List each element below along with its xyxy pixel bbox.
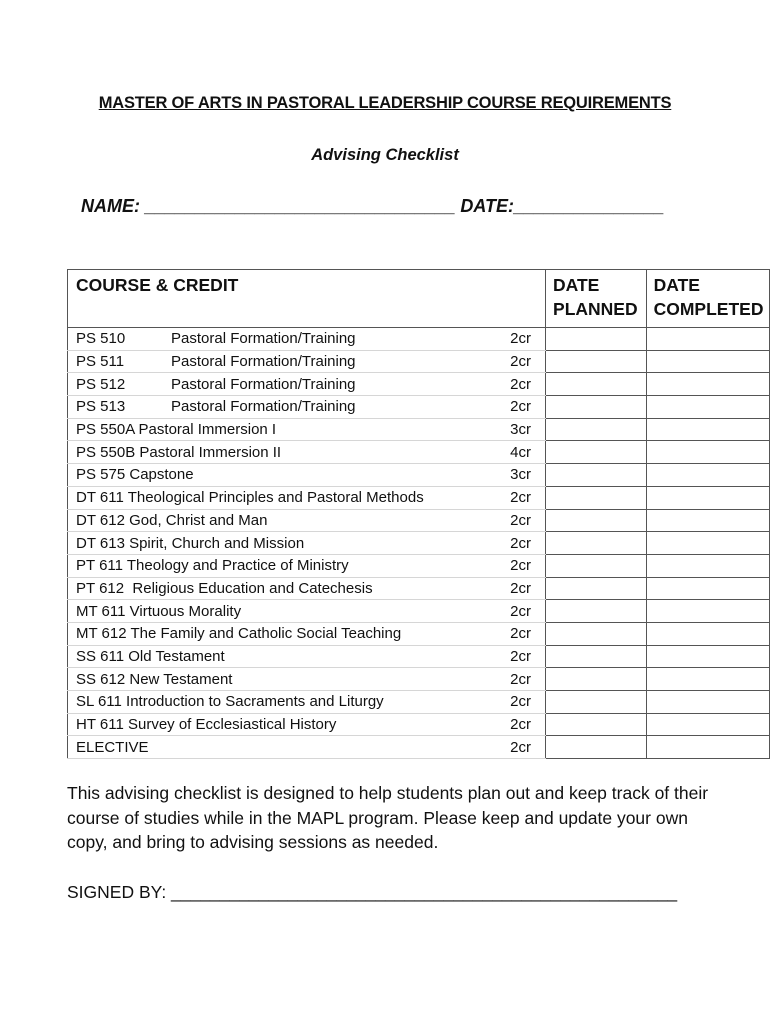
course-credit: 2cr bbox=[510, 486, 545, 509]
course-cell bbox=[68, 736, 511, 759]
course-credit: 2cr bbox=[510, 554, 545, 577]
course-title: Pastoral Formation/Training bbox=[171, 398, 356, 416]
course-title: PT 611 Theology and Practice of Ministry bbox=[76, 557, 349, 575]
course-requirements-table bbox=[67, 269, 770, 759]
course-cell bbox=[68, 668, 511, 691]
course-credit: 3cr bbox=[510, 418, 545, 441]
date-completed-cell[interactable] bbox=[646, 532, 769, 555]
course-cell bbox=[68, 645, 511, 668]
course-cell bbox=[68, 350, 511, 373]
course-title: Pastoral Formation/Training bbox=[171, 330, 356, 348]
course-credit: 2cr bbox=[510, 736, 545, 759]
date-completed-cell[interactable] bbox=[646, 486, 769, 509]
header-spacer bbox=[510, 270, 545, 328]
date-completed-cell[interactable] bbox=[646, 373, 769, 396]
course-code: PS 510 bbox=[76, 330, 126, 348]
date-planned-cell[interactable] bbox=[546, 645, 647, 668]
table-row bbox=[68, 464, 770, 487]
date-completed-cell[interactable] bbox=[646, 736, 769, 759]
date-planned-cell[interactable] bbox=[546, 600, 647, 623]
table-row bbox=[68, 691, 770, 714]
course-cell bbox=[68, 464, 511, 487]
page-title: MASTER OF ARTS IN PASTORAL LEADERSHIP COURSE REQUIREMENTS bbox=[98, 94, 672, 112]
header-date-completed-line1: DATE bbox=[653, 275, 700, 295]
date-planned-cell[interactable] bbox=[546, 396, 647, 419]
date-planned-cell[interactable] bbox=[546, 373, 647, 396]
signed-by-line[interactable]: SIGNED BY: ____________________________________________________ bbox=[67, 882, 678, 902]
table-row bbox=[68, 577, 770, 600]
date-completed-cell[interactable] bbox=[646, 328, 769, 351]
course-code: PS 511 bbox=[76, 353, 125, 371]
page-subtitle: Advising Checklist bbox=[311, 146, 459, 164]
date-completed-cell[interactable] bbox=[646, 577, 769, 600]
course-cell bbox=[68, 441, 511, 464]
course-credit: 2cr bbox=[510, 691, 545, 714]
table-row bbox=[68, 645, 770, 668]
header-date-completed-line2: COMPLETED bbox=[653, 299, 764, 319]
table-header-row bbox=[68, 270, 770, 328]
course-cell bbox=[68, 600, 511, 623]
table-row bbox=[68, 713, 770, 736]
advising-description: This advising checklist is designed to help students plan out and keep track of their course of studies while in the MAPL program. Please keep and update your own copy, and bring to advising sessions as needed. bbox=[67, 783, 709, 852]
course-title: SS 612 New Testament bbox=[76, 670, 233, 688]
date-completed-cell[interactable] bbox=[646, 645, 769, 668]
course-credit: 2cr bbox=[510, 532, 545, 555]
course-credit: 2cr bbox=[510, 713, 545, 736]
table-row bbox=[68, 328, 770, 351]
table-row bbox=[68, 668, 770, 691]
date-planned-cell[interactable] bbox=[546, 554, 647, 577]
course-credit: 2cr bbox=[510, 668, 545, 691]
date-planned-cell[interactable] bbox=[546, 464, 647, 487]
course-title: SS 611 Old Testament bbox=[76, 647, 225, 665]
date-planned-cell[interactable] bbox=[546, 622, 647, 645]
course-title: DT 612 God, Christ and Man bbox=[76, 511, 268, 529]
date-planned-cell[interactable] bbox=[546, 532, 647, 555]
date-planned-cell[interactable] bbox=[546, 486, 647, 509]
course-title: DT 613 Spirit, Church and Mission bbox=[76, 534, 305, 552]
course-title: PS 575 Capstone bbox=[76, 466, 194, 484]
table-row bbox=[68, 418, 770, 441]
course-credit: 2cr bbox=[510, 328, 545, 351]
course-title: PS 550A Pastoral Immersion I bbox=[76, 421, 277, 439]
course-credit: 2cr bbox=[510, 373, 545, 396]
course-title: ELECTIVE bbox=[76, 738, 149, 756]
date-planned-cell[interactable] bbox=[546, 418, 647, 441]
date-planned-cell[interactable] bbox=[546, 350, 647, 373]
date-completed-cell[interactable] bbox=[646, 350, 769, 373]
date-planned-cell[interactable] bbox=[546, 691, 647, 714]
course-title: MT 612 The Family and Catholic Social Teaching bbox=[76, 625, 402, 643]
course-credit: 2cr bbox=[510, 577, 545, 600]
course-credit: 2cr bbox=[510, 645, 545, 668]
course-credit: 2cr bbox=[510, 509, 545, 532]
course-title: HT 611 Survey of Ecclesiastical History bbox=[76, 716, 337, 734]
course-title: Pastoral Formation/Training bbox=[171, 353, 356, 371]
course-credit: 2cr bbox=[510, 622, 545, 645]
table-row bbox=[68, 600, 770, 623]
date-completed-cell[interactable] bbox=[646, 464, 769, 487]
date-planned-cell[interactable] bbox=[546, 713, 647, 736]
course-title: SL 611 Introduction to Sacraments and Liturgy bbox=[76, 693, 384, 711]
course-cell bbox=[68, 577, 511, 600]
course-title: DT 611 Theological Principles and Pastoral Methods bbox=[76, 489, 424, 507]
course-cell bbox=[68, 373, 511, 396]
course-cell bbox=[68, 486, 511, 509]
table-row bbox=[68, 554, 770, 577]
table-row bbox=[68, 486, 770, 509]
date-completed-cell[interactable] bbox=[646, 554, 769, 577]
header-date-planned-line2: PLANNED bbox=[553, 299, 638, 319]
course-credit: 2cr bbox=[510, 600, 545, 623]
course-credit: 2cr bbox=[510, 396, 545, 419]
table-row bbox=[68, 373, 770, 396]
name-date-line[interactable]: NAME: _______________________________ DATE:_______________ bbox=[81, 196, 665, 216]
course-cell bbox=[68, 713, 511, 736]
date-planned-cell[interactable] bbox=[546, 441, 647, 464]
course-title: MT 611 Virtuous Morality bbox=[76, 602, 242, 620]
course-cell bbox=[68, 328, 511, 351]
course-cell bbox=[68, 418, 511, 441]
course-cell bbox=[68, 622, 511, 645]
table-row bbox=[68, 736, 770, 759]
date-completed-cell[interactable] bbox=[646, 418, 769, 441]
date-planned-cell[interactable] bbox=[546, 509, 647, 532]
course-code: PS 512 bbox=[76, 375, 126, 393]
course-title: Pastoral Formation/Training bbox=[171, 375, 356, 393]
date-completed-cell[interactable] bbox=[646, 509, 769, 532]
header-course-credit: COURSE & CREDIT bbox=[68, 270, 511, 328]
header-date-planned bbox=[546, 270, 647, 328]
date-planned-cell[interactable] bbox=[546, 577, 647, 600]
course-credit: 2cr bbox=[510, 350, 545, 373]
date-completed-cell[interactable] bbox=[646, 622, 769, 645]
course-credit: 4cr bbox=[510, 441, 545, 464]
date-planned-cell[interactable] bbox=[546, 668, 647, 691]
header-date-completed bbox=[646, 270, 769, 328]
date-planned-cell[interactable] bbox=[546, 736, 647, 759]
course-cell bbox=[68, 532, 511, 555]
course-cell bbox=[68, 396, 511, 419]
course-title: PT 612 Religious Education and Catechesis bbox=[76, 579, 373, 597]
course-cell bbox=[68, 554, 511, 577]
table-row bbox=[68, 396, 770, 419]
course-credit: 3cr bbox=[510, 464, 545, 487]
date-completed-cell[interactable] bbox=[646, 396, 769, 419]
date-completed-cell[interactable] bbox=[646, 713, 769, 736]
course-cell bbox=[68, 509, 511, 532]
date-completed-cell[interactable] bbox=[646, 600, 769, 623]
date-completed-cell[interactable] bbox=[646, 668, 769, 691]
date-planned-cell[interactable] bbox=[546, 328, 647, 351]
course-code: PS 513 bbox=[76, 398, 126, 416]
date-completed-cell[interactable] bbox=[646, 691, 769, 714]
table-row bbox=[68, 622, 770, 645]
course-title: PS 550B Pastoral Immersion II bbox=[76, 443, 282, 461]
course-cell bbox=[68, 691, 511, 714]
table-row bbox=[68, 441, 770, 464]
table-row bbox=[68, 532, 770, 555]
header-date-planned-line1: DATE bbox=[553, 275, 600, 295]
table-row bbox=[68, 350, 770, 373]
date-completed-cell[interactable] bbox=[646, 441, 769, 464]
table-row bbox=[68, 509, 770, 532]
